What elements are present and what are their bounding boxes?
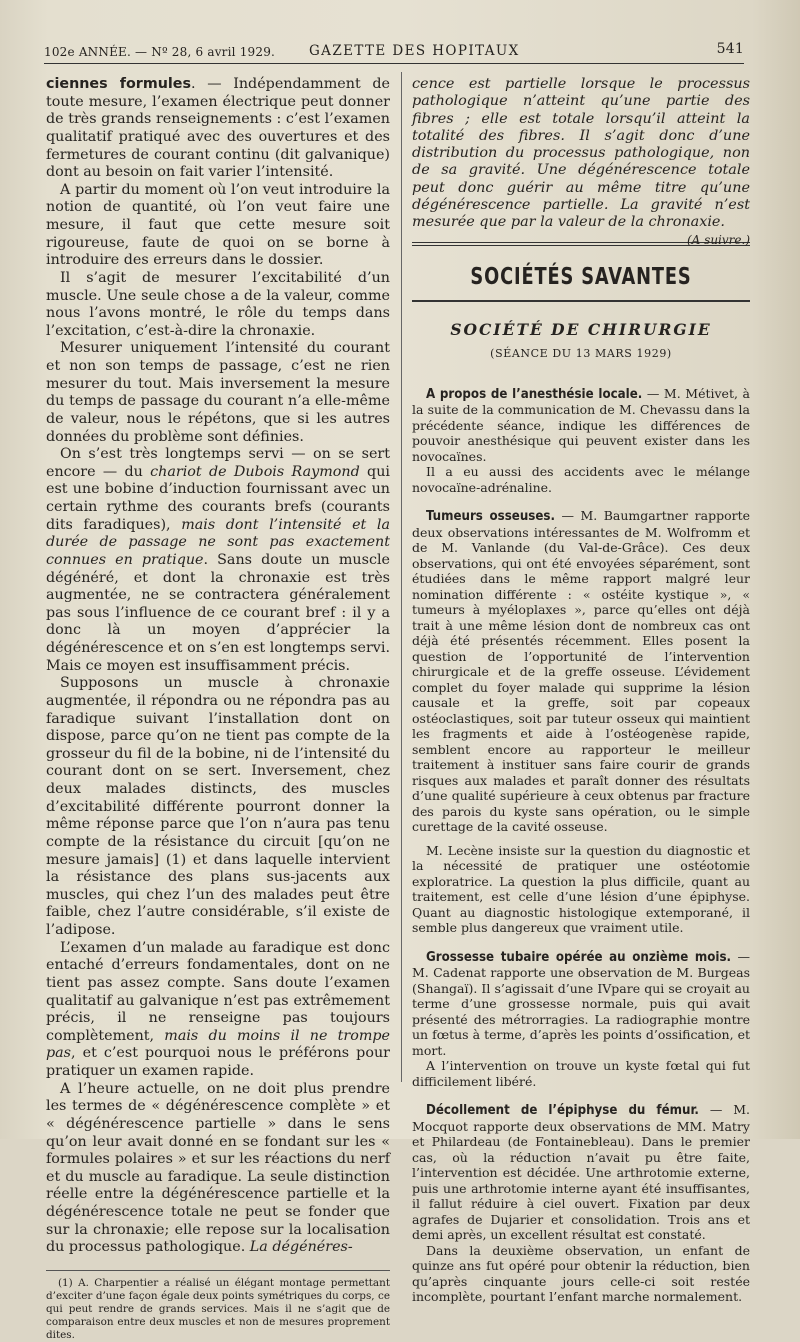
- paragraph: [46, 76, 390, 182]
- item-heading: Tumeurs osseuses.: [426, 509, 555, 525]
- item-heading: A propos de l’anesthésie locale.: [426, 386, 643, 402]
- report-item: [412, 949, 750, 1059]
- section-title-rule: [412, 300, 750, 302]
- continuation-paragraph: [412, 76, 750, 247]
- text-run: . Sans doute un muscle dégénéré, et dont la chronaxie est très augmentée, ne se contractera généralement pas sous l’influence de ce courant bref : il y a donc là un moyen d’apprécier la dégénérescence et on s’en est longtemps servi. Mais ce moyen est insuffisamment précis.: [46, 551, 390, 674]
- spacer: [412, 495, 750, 508]
- section-title: SOCIÉTÉS SAVANTES: [470, 263, 692, 290]
- item-text: — M. Cadenat rapporte une observation de M. Burgeas (Shangaï). Il s’agissait d’une IVpare qui se croyait au terme d’une grossesse normale, puis qui avait présenté des métrorragies. La radiographie montre un fœtus à terme, d’après les points d’ossification, et mort.: [412, 948, 750, 1058]
- item-heading: Grossesse tubaire opérée au onzième mois.: [426, 949, 732, 965]
- running-head: [44, 41, 744, 63]
- report-item: [412, 1058, 750, 1089]
- item-text: Dans la deuxième observation, un enfant de quinze ans fut opéré pour obtenir la réduction, bien qu’après cinquante jours celle-ci soit restée incomplète, pourtant l’enfant marche normalement.: [412, 1242, 750, 1305]
- item-text: A l’intervention on trouve un kyste fœtal qui fut difficilement libéré.: [412, 1058, 750, 1089]
- paragraph: Il s’agit de mesurer l’excitabilité d’un muscle. Une seule chose a de la valeur, comme nous l’avons montré, le rôle du temps dans l’excitation, c’est-à-dire la chronaxie.: [46, 269, 390, 339]
- paragraph: [46, 446, 390, 675]
- society-title: SOCIÉTÉ DE CHIRURGIE: [450, 319, 712, 339]
- text-run: qui est une bobine d’induction fournissant avec un certain rythme des courants brefs (courants dits faradiques),: [46, 463, 390, 533]
- spacer: [412, 1089, 750, 1102]
- report-item: [412, 843, 750, 936]
- continuation-text: cence est partielle lorsque le processus pathologique n’atteint qu’une partie des fibres ; elle est totale lorsqu’il atteint la totalité des fibres. Il s’agit donc d’une distribution du processus pathologique, non de sa gravité. Une dégénérescence totale peut donc guérir au même titre qu’une dégénérescence partielle. La gravité n’est mesurée que par la valeur de la chronaxie.: [412, 76, 750, 231]
- item-text: — M. Mocquot rapporte deux observations de MM. Matry et Philardeau (de Fontainebleau). Dans le premier cas, où la réduction n’avait pu être faite, l’intervention est décidée. Une arthrotomie externe, puis une arthrotomie interne ayant été insuffisantes, il fallut réduire à ciel ouvert. Fixation par deux agrafes de Dujarier et consolidation. Trois ans et demi après, un excellent résultat est constaté.: [412, 1102, 750, 1243]
- paragraph: [46, 940, 390, 1081]
- journal-title: GAZETTE DES HOPITAUX: [309, 43, 520, 59]
- italic-run: La dégénéres-: [249, 1239, 353, 1256]
- italic-run: mais dont l’intensité et la durée de passage ne sont pas exactement connues en pratique: [46, 516, 390, 568]
- spacer: [412, 936, 750, 949]
- item-heading: Décollement de l’épiphyse du fémur.: [426, 1103, 699, 1119]
- item-text: Il a eu aussi des accidents avec le mélange novocaïne-adrénaline.: [412, 464, 750, 495]
- page-number: 541: [716, 41, 744, 57]
- report-item: [412, 464, 750, 495]
- column-divider: [401, 72, 402, 1082]
- paragraph: Supposons un muscle à chronaxie augmentée, il répondra ou ne répondra pas au faradique suivant l’installation dont on dispose, parce qu’on ne tient pas compte de la grosseur du fil de la bobine, ni de l’intensité du courant dont on se sert. Inversement, chez deux malades distincts, des muscles d’excitabilité différente pourront donner la même réponse parce que l’on n’aura pas tenu compte de la résistance du circuit [qu’on ne mesure jamais] (1) et dans laquelle intervient la résistance des plans sus-jacents aux muscles, qui chez l’un des malades peut être faible, chez l’autre considérable, s’il existe de l’adipose.: [46, 675, 390, 938]
- bold-lead: ciennes formules: [46, 76, 192, 92]
- paragraph-text: . — Indépendamment de toute mesure, l’examen électrique peut donner de très grands renseignements : c’est l’examen qualitatif pratiqué avec des ouvertures et des fermetures de courant continu (dit galvanique) dont au besoin on fait varier l’intensité.: [46, 76, 390, 181]
- text-run: L’examen d’un malade au faradique est donc entaché d’erreurs fondamentales, dont on ne tient pas assez compte. Sans doute l’examen qualitatif au galvanique n’est pas extrêmement précis, il ne renseigne pas toujours complètement,: [46, 939, 390, 1044]
- report-item: [412, 1102, 750, 1243]
- report-item: [412, 1243, 750, 1305]
- paragraph: Mesurer uniquement l’intensité du courant et non son temps de passage, c’est ne rien mesurer du tout. Mais inversement la mesure du temps de passage du courant n’a elle-même de valeur, nous le répétons, que si les autres données du problème sont définies.: [46, 340, 390, 445]
- item-text: — M. Métivet, à la suite de la communication de M. Chevassu dans la précédente séance, indique les différences de pouvoir anesthésique qui peuvent exister dans les novocaïnes.: [412, 385, 750, 464]
- left-column: [46, 76, 390, 1342]
- right-column: [412, 76, 750, 1305]
- report-item: [412, 508, 750, 835]
- item-text: M. Lecène insiste sur la question du diagnostic et la nécessité de pratiquer une ostéotomie exploratrice. La question la plus difficile, quant au traitement, est celle d’une lésion d’une épiphyse. Quant au diagnostic histologique extemporané, il semble plus dangereux que vraiment utile.: [412, 842, 750, 936]
- italic-run: chariot de Dubois Raymond: [150, 463, 360, 480]
- footnote: (1) A. Charpentier a réalisé un élégant montage permettant d’exciter d’une façon égale deux points symétriques du corps, ce qui peut rendre de grands services. Mais il ne s’agit que de comparaison entre deux muscles et non de mesures proprement dites.: [46, 1276, 390, 1341]
- report-item: [412, 386, 750, 465]
- header-rule: [44, 63, 744, 64]
- a-suivre: (A suivre.): [687, 232, 750, 247]
- text-run: , et c’est pourquoi nous le préférons pour pratiquer un examen rapide.: [46, 1045, 390, 1079]
- issue-info: 102e ANNÉE. — Nº 28, 6 avril 1929.: [44, 45, 276, 59]
- paragraph: [46, 1081, 390, 1257]
- seance-date: (SÉANCE DU 13 MARS 1929): [490, 346, 672, 360]
- item-text: — M. Baumgartner rapporte deux observations intéressantes de M. Wolfromm et de M. Vanlande (du Val-de-Grâce). Ces deux observations, qui ont été envoyées séparément, sont étudiées dans le même rapport malgré leur nomination différente : « ostéite kystique », « tumeurs à myéloplaxes », parce qu’elles ont déjà trait à une même lésion dont de nombreux cas ont déjà été présentés récemment. Elles posent la question de l’opportunité de l’intervention chirurgicale et de la greffe osseuse. L’évidement complet du foyer malade qui supprime la lésion causale et la greffe, soit par copeaux ostéoclastiques, soit par tuteur osseux qui maintient les fragments et aide à l’ostéogenèse rapide, semblent encore au rapporteur le meilleur traitement à instituer sans faire courir de grands risques aux malades et paraît donner des résultats d’une qualité supérieure à ceux obtenus par fracture des parois du kyste sans opération, ou le simple curettage de la cavité osseuse.: [412, 508, 750, 835]
- paragraph: A partir du moment où l’on veut introduire la notion de quantité, où l’on veut faire une mesure, il faut que cette mesure soit rigoureuse, faute de quoi on se borne à introduire des erreurs dans le dossier.: [46, 181, 390, 269]
- text-run: A l’heure actuelle, on ne doit plus prendre les termes de « dégénérescence complète » et « dégénérescence partielle » dans le sens qu’on leur avait donné en se fondant sur les « formules polaires » et sur les réactions du nerf et du muscle au faradique. La seule distinction réelle entre la dégénérescence partielle et la dégénérescence totale ne peut se fonder que sur la chronaxie; elle repose sur la localisation du processus pathologique.: [46, 1080, 390, 1256]
- footnote-rule: [46, 1270, 390, 1271]
- text-run: On s’est très longtemps servi — on se sert encore — du: [46, 446, 390, 480]
- spacer: [412, 835, 750, 843]
- italic-run: mais du moins il ne trompe pas: [46, 1027, 390, 1062]
